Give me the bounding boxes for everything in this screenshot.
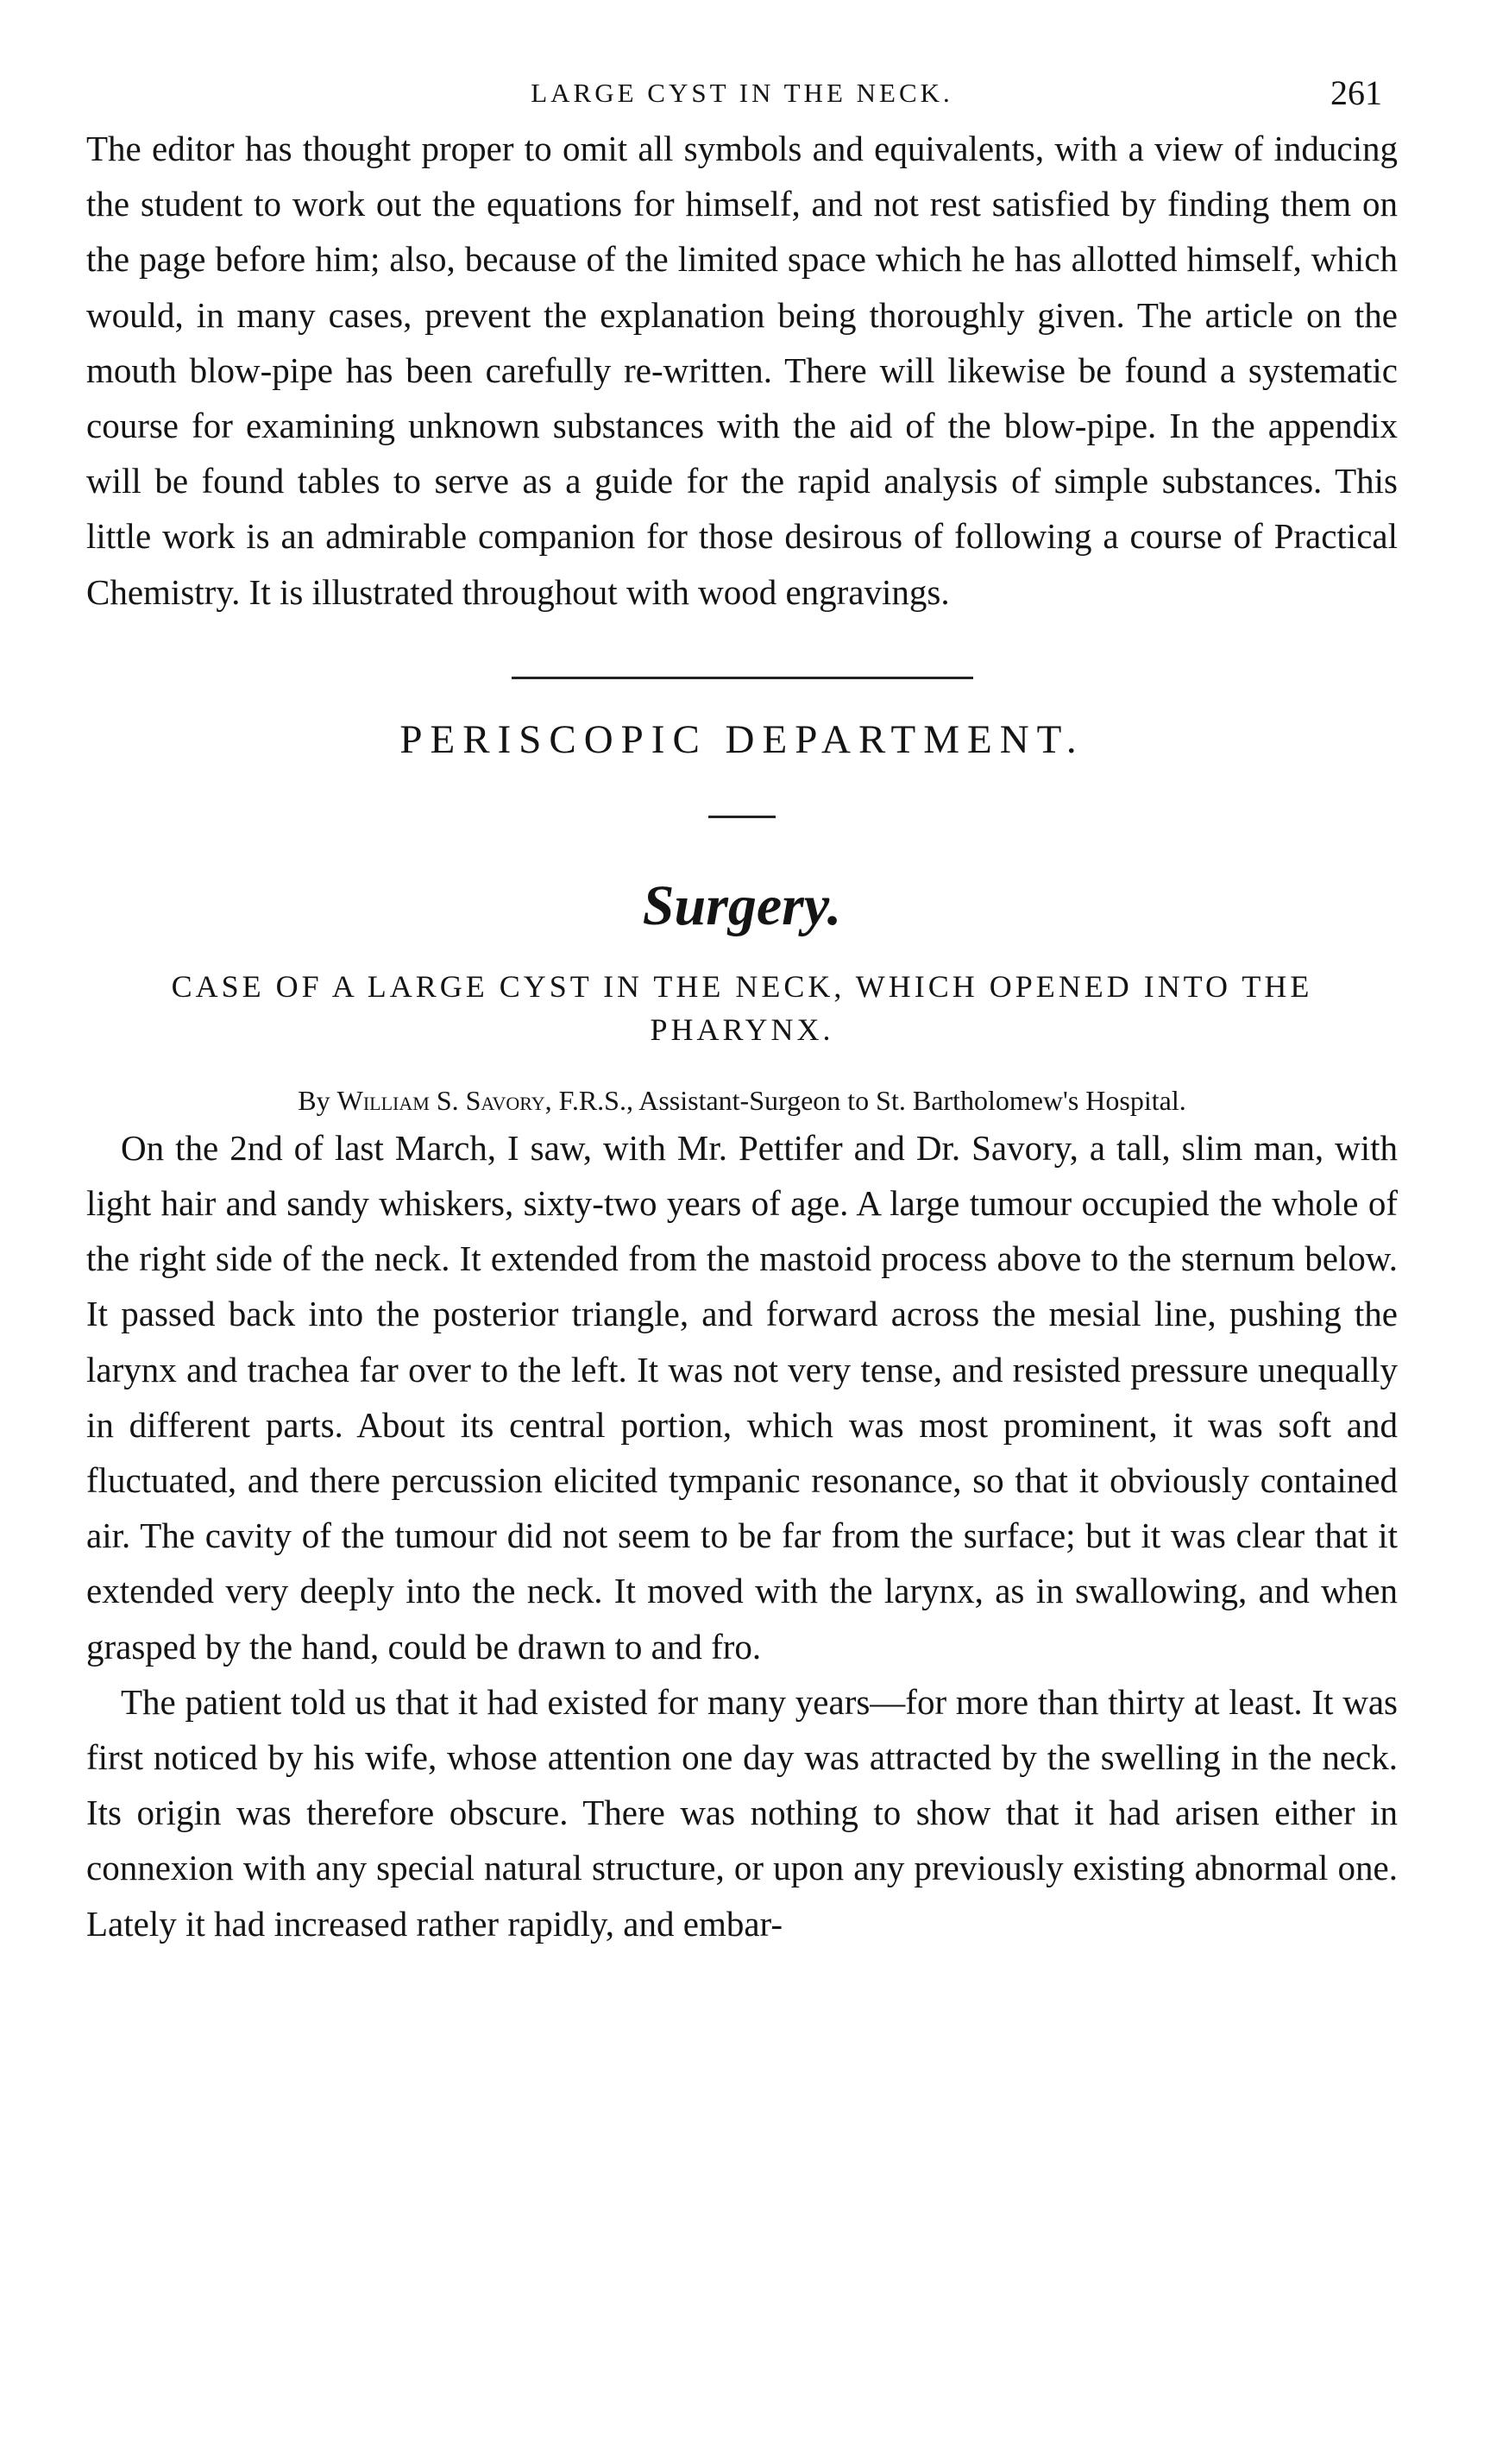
- subject-heading: Surgery.: [642, 873, 842, 937]
- article-paragraph: The patient told us that it had existed for many years—for more than thirty at least. It was first noticed by his wife, whose attention one day was attracted by the swelling in the neck. Its origin was therefore obscure. There was nothing to show that it had arisen either in connexion with any special natural structure, or upon any previously existing abnormal one. Lately it had increased rather rapidly, and embar-: [86, 1681, 1398, 1944]
- section-heading: PERISCOPIC DEPARTMENT.: [399, 716, 1084, 762]
- heading-divider: [708, 816, 776, 818]
- page-number: 261: [1330, 73, 1382, 112]
- article-paragraph: On the 2nd of last March, I saw, with Mr. Pettifer and Dr. Savory, a tall, slim man, with light hair and sandy whiskers, sixty-two years of age. A large tumour occupied the whole of the right side of the neck. It extended from the mastoid process above to the sternum below. It passed back into the posterior triangle, and forward across the mesial line, pushing the larynx and trachea far over to the left. It was not very tense, and resisted pressure unequally in different parts. About its central portion, which was most prominent, it was soft and fluctuated, and there percussion elicited tympanic resonance, so that it obviously contained air. The cavity of the tumour did not seem to be far from the surface; but it was clear that it extended very deeply into the neck. It moved with the larynx, as in swallowing, and when grasped by the hand, could be drawn to and fro.: [86, 1127, 1398, 1667]
- article-title: CASE OF A LARGE CYST IN THE NECK, WHICH OPENED INTO THE PHARYNX.: [171, 968, 1313, 1047]
- running-head: [86, 60, 1398, 121]
- book-page: [86, 60, 1398, 1951]
- review-paragraph: The editor has thought proper to omit all symbols and equivalents, with a view of inducing the student to work out the equations for himself, and not rest satisfied by finding them on the page before him; also, because of the limited space which he has allotted himself, which would, in many cases, prevent the explanation being thoroughly given. The article on the mouth blow-pipe has been carefully re-written. There will likewise be found a systematic course for examining unknown substances with the aid of the blow-pipe. In the appendix will be found tables to serve as a guide for the rapid analysis of simple substances. This little work is an admirable companion for those desirous of following a course of Practical Chemistry. It is illustrated throughout with wood engravings.: [86, 129, 1398, 612]
- byline-prefix: By: [298, 1084, 330, 1116]
- byline: [86, 1081, 1398, 1120]
- running-title: LARGE CYST IN THE NECK.: [531, 78, 953, 108]
- section-divider: [512, 677, 973, 679]
- byline-author: William S. Savory,: [336, 1084, 552, 1116]
- byline-affiliation: F.R.S., Assistant-Surgeon to St. Bartholomew's Hospital.: [558, 1084, 1186, 1116]
